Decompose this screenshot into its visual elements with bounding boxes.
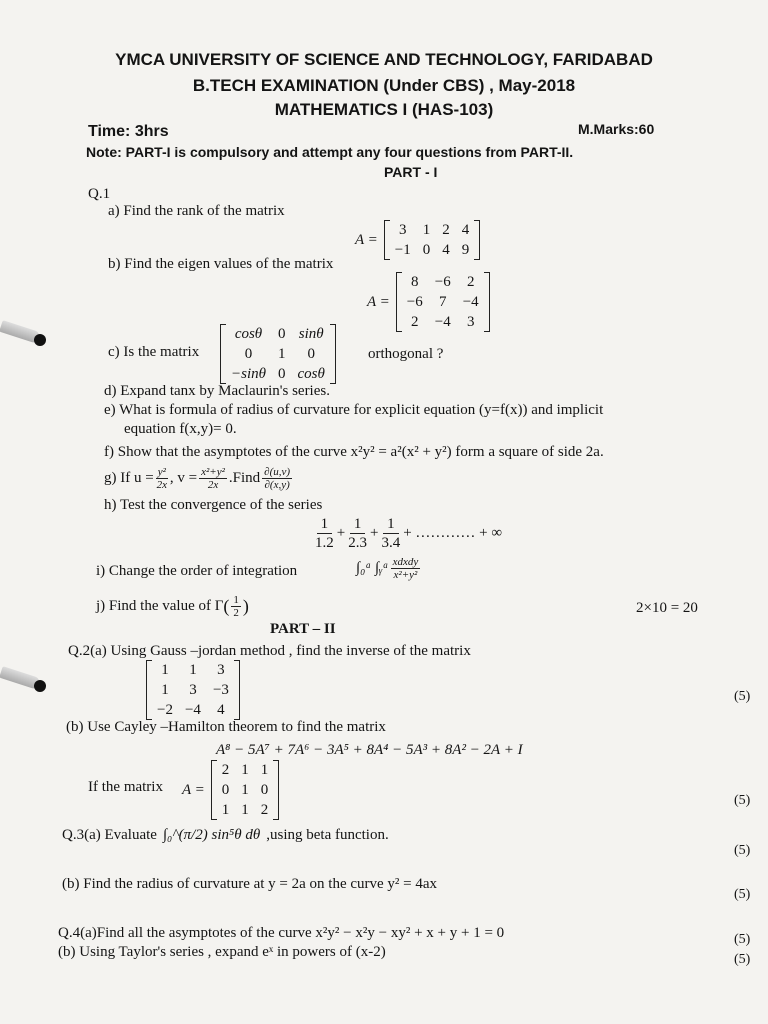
jacobian-numerator: ∂(u,v) bbox=[264, 466, 291, 478]
q1h-series: $\frac{1}{1.2}$ + $\frac{1}{2.3}$ + $\frac{1}{3.4}$ + ………… + ∞ bbox=[315, 516, 503, 551]
q1-label: Q.1 bbox=[88, 186, 111, 202]
matrix-cell: 2 bbox=[260, 802, 269, 818]
q1d-text: d) Expand tanx by Maclaurin's series. bbox=[104, 383, 330, 399]
q1a-text: a) Find the rank of the matrix bbox=[108, 203, 285, 219]
max-marks: M.Marks:60 bbox=[578, 121, 655, 137]
q1i-text: i) Change the order of integration bbox=[96, 563, 298, 579]
q1b-matrix-label: A = bbox=[367, 293, 390, 310]
part1-marks: 2×10 = 20 bbox=[636, 600, 698, 616]
matrix-cell: 1 bbox=[241, 762, 249, 778]
q1a-matrix-label: A = bbox=[355, 231, 378, 248]
q4b-text: (b) Using Taylor's series , expand eˣ in powers of (x-2) bbox=[58, 944, 386, 960]
q1g-line bbox=[104, 466, 294, 491]
matrix-cell: 2 bbox=[442, 222, 450, 238]
q1g-find: .Find bbox=[228, 470, 261, 486]
v-denominator: 2x bbox=[207, 479, 219, 491]
matrix-cell: 3 bbox=[466, 314, 475, 330]
matrix-cell: −4 bbox=[462, 294, 479, 310]
integrand-numerator: xdxdy bbox=[392, 556, 419, 568]
matrix-cell: 4 bbox=[217, 702, 225, 718]
integrand-denominator: x²+y² bbox=[393, 569, 418, 581]
matrix-cell: −6 bbox=[406, 294, 423, 310]
q3a-post: ,using beta function. bbox=[266, 827, 389, 843]
matrix-cell: −4 bbox=[434, 314, 451, 330]
q1b-matrix bbox=[367, 272, 490, 332]
matrix-cell: sinθ bbox=[298, 326, 324, 342]
matrix-cell: 1 bbox=[189, 662, 197, 678]
matrix-cell: 4 bbox=[461, 222, 470, 238]
q1c-matrix bbox=[220, 324, 336, 384]
q3a-integral: ∫₀^(π/2) sin⁵θ dθ bbox=[162, 827, 261, 843]
q2b-expression: A⁸ − 5A⁷ + 7A⁶ − 3A⁵ + 8A⁴ − 5A³ + 8A² − 2A + I bbox=[216, 742, 523, 758]
matrix-cell: 0 bbox=[278, 366, 286, 382]
binder-pin-head-bottom bbox=[34, 680, 46, 692]
matrix-cell: 0 bbox=[278, 326, 286, 342]
matrix-cell: 7 bbox=[438, 294, 447, 310]
q2a-matrix bbox=[146, 660, 240, 720]
series-numerator: 1 bbox=[317, 515, 333, 534]
jacobian-denominator: ∂(x,y) bbox=[264, 479, 290, 491]
double-integral: ∫₀ᵃ ∫ᵧᵃ bbox=[356, 560, 389, 576]
matrix-cell: −4 bbox=[184, 702, 201, 718]
matrix-cell: −6 bbox=[434, 274, 451, 290]
q1h-text: h) Test the convergence of the series bbox=[104, 497, 323, 513]
q1b-text: b) Find the eigen values of the matrix bbox=[108, 256, 334, 272]
part-2-heading: PART – II bbox=[270, 621, 336, 637]
exam-title: B.TECH EXAMINATION (Under CBS) , May-2018 bbox=[192, 76, 576, 95]
matrix-cell: 0 bbox=[307, 346, 315, 362]
matrix-cell: 1 bbox=[161, 662, 169, 678]
q1j-text: j) Find the value of Γ bbox=[96, 598, 224, 614]
matrix-cell: −sinθ bbox=[231, 366, 266, 382]
q1g-mid: , v = bbox=[169, 470, 198, 486]
series-numerator: 1 bbox=[350, 515, 366, 534]
matrix-cell: 0 bbox=[260, 782, 269, 798]
v-numerator: x²+y² bbox=[201, 466, 225, 478]
matrix-cell: −3 bbox=[212, 682, 229, 698]
q1j-line: j) Find the value of Γ ( $\frac{1}{2}$ ) bbox=[96, 594, 249, 619]
q1a-matrix bbox=[355, 220, 480, 260]
q2b-if-text: If the matrix bbox=[88, 779, 163, 795]
q1g-pre: g) If u = bbox=[104, 470, 154, 486]
q1e-text-2: equation f(x,y)= 0. bbox=[124, 421, 237, 437]
matrix-cell: −1 bbox=[394, 242, 411, 258]
matrix-cell: 0 bbox=[244, 346, 253, 362]
q4a-text: Q.4(a)Find all the asymptotes of the curve x²y² − x²y − xy² + x + y + 1 = 0 bbox=[58, 925, 505, 941]
matrix-cell: 1 bbox=[241, 802, 249, 818]
q3a-marks: (5) bbox=[734, 843, 751, 858]
q3b-text: (b) Find the radius of curvature at y = 2a on the curve y² = 4ax bbox=[62, 876, 438, 892]
subject-title: MATHEMATICS I (HAS-103) bbox=[274, 100, 494, 119]
matrix-cell: 2 bbox=[221, 762, 230, 778]
matrix-cell: 9 bbox=[461, 242, 470, 258]
q1e-text-1: e) What is formula of radius of curvature for explicit equation (y=f(x)) and implicit bbox=[104, 402, 604, 418]
matrix-cell: 1 bbox=[422, 222, 431, 238]
q3b-marks: (5) bbox=[734, 887, 751, 902]
matrix-cell: 1 bbox=[278, 346, 286, 362]
q1c-post: orthogonal ? bbox=[368, 346, 444, 362]
q1i-integral bbox=[356, 556, 422, 581]
binder-pin-head-top bbox=[34, 334, 46, 346]
exam-note: Note: PART-I is compulsory and attempt any four questions from PART-II. bbox=[86, 144, 574, 160]
series-denominator: 2.3 bbox=[348, 535, 367, 551]
q4b-marks: (5) bbox=[734, 952, 751, 967]
matrix-cell: 3 bbox=[399, 222, 407, 238]
matrix-cell: 8 bbox=[411, 274, 419, 290]
q2b-marks: (5) bbox=[734, 793, 751, 808]
matrix-cell: 1 bbox=[260, 762, 269, 778]
matrix-cell: cosθ bbox=[297, 366, 325, 382]
university-title: YMCA UNIVERSITY OF SCIENCE AND TECHNOLOGY, FARIDABAD bbox=[115, 50, 653, 69]
matrix-cell: 3 bbox=[189, 682, 197, 698]
matrix-cell: −2 bbox=[157, 702, 173, 718]
matrix-cell: 4 bbox=[442, 242, 450, 258]
q2b-text: (b) Use Cayley –Hamilton theorem to find the matrix bbox=[66, 719, 386, 735]
matrix-cell: cosθ bbox=[234, 326, 263, 342]
q2b-matrix-label: A = bbox=[182, 781, 205, 798]
gamma-numerator: 1 bbox=[233, 594, 239, 606]
matrix-cell: 3 bbox=[217, 662, 225, 678]
q4a-marks: (5) bbox=[734, 932, 751, 947]
q2b-matrix bbox=[182, 760, 279, 820]
matrix-cell: 2 bbox=[466, 274, 475, 290]
series-denominator: 3.4 bbox=[381, 535, 401, 551]
part-1-heading: PART - I bbox=[384, 164, 438, 180]
gamma-denominator: 2 bbox=[233, 607, 239, 619]
series-numerator: 1 bbox=[383, 515, 399, 534]
q1c-text: c) Is the matrix bbox=[108, 344, 200, 360]
u-denominator: 2x bbox=[156, 479, 167, 491]
matrix-cell: 1 bbox=[221, 802, 230, 818]
matrix-cell: 0 bbox=[221, 782, 230, 798]
series-tail: + ………… + ∞ bbox=[403, 525, 503, 541]
matrix-cell: 1 bbox=[241, 782, 249, 798]
q3a-line bbox=[62, 827, 389, 844]
u-numerator: y² bbox=[157, 466, 166, 478]
matrix-cell: 2 bbox=[411, 314, 419, 330]
q2a-marks: (5) bbox=[734, 689, 751, 704]
q3a-pre: Q.3(a) Evaluate bbox=[62, 827, 157, 843]
q2a-text: Q.2(a) Using Gauss –jordan method , find the inverse of the matrix bbox=[68, 643, 471, 659]
matrix-cell: 1 bbox=[161, 682, 169, 698]
matrix-cell: 0 bbox=[422, 242, 431, 258]
exam-time: Time: 3hrs bbox=[88, 123, 169, 140]
series-denominator: 1.2 bbox=[315, 535, 334, 551]
q1f-text: f) Show that the asymptotes of the curve x²y² = a²(x² + y²) form a square of side 2a. bbox=[104, 444, 604, 460]
